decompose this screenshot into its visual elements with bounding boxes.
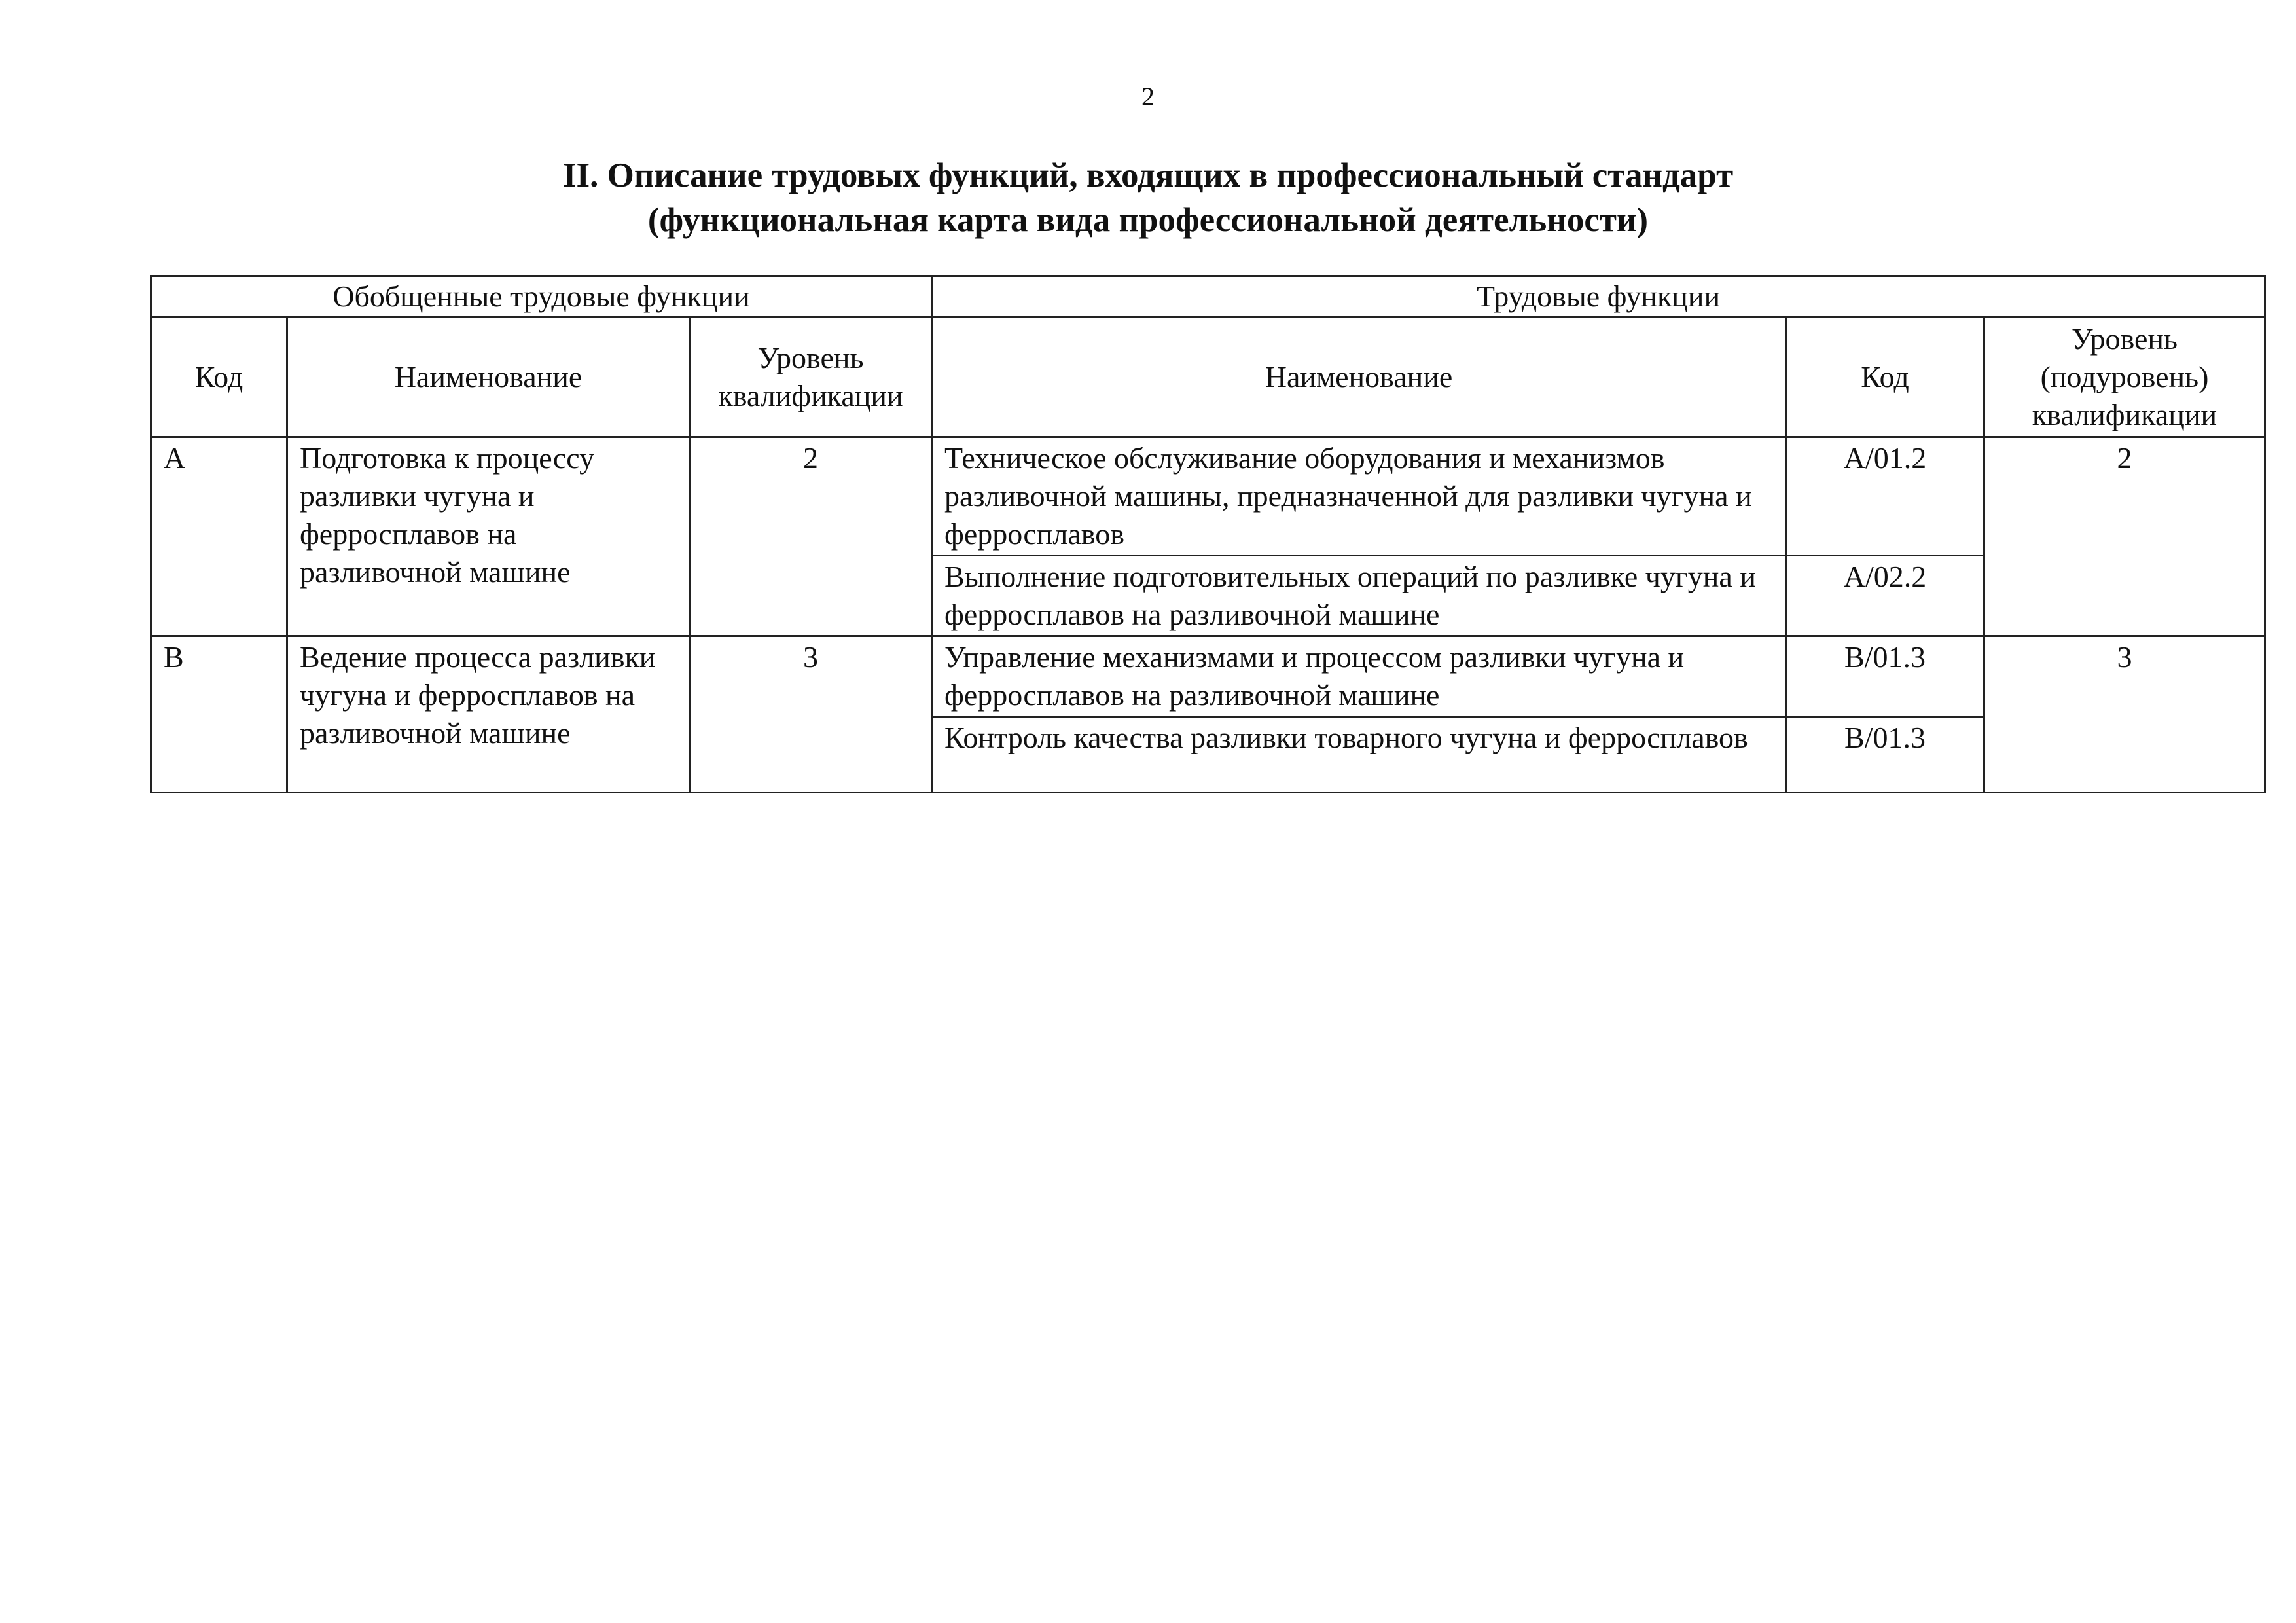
func-level-cell: 2 <box>1984 437 2265 636</box>
column-header-row <box>151 318 2265 437</box>
gen-level-cell: 3 <box>690 636 932 793</box>
header-gen-name: Наименование <box>287 318 690 437</box>
header-func-name: Наименование <box>932 318 1786 437</box>
header-gen-code: Код <box>151 318 287 437</box>
func-name-cell: Техническое обслуживание оборудования и механизмов разливочной машины, предназначенной для разливки чугуна и ферросплавов <box>932 437 1786 556</box>
func-name-cell: Управление механизмами и процессом разливки чугуна и ферросплавов на разливочной машине <box>932 636 1786 717</box>
title-line-2: (функциональная карта вида профессиональной деятельности) <box>647 201 1649 239</box>
header-func-level: Уровень (подуровень) квалификации <box>1984 318 2265 437</box>
header-gen-level: Уровень квалификации <box>690 318 932 437</box>
func-code-cell: А/01.2 <box>1786 437 1984 556</box>
header-generalized-functions: Обобщенные трудовые функции <box>151 276 932 318</box>
header-func-code: Код <box>1786 318 1984 437</box>
gen-code-cell: В <box>151 636 287 793</box>
functional-map-table <box>150 275 2266 793</box>
gen-code-cell: А <box>151 437 287 636</box>
func-level-cell: 3 <box>1984 636 2265 793</box>
page-title <box>0 153 2296 242</box>
title-line-1: II. Описание трудовых функций, входящих в профессиональный стандарт <box>562 156 1734 194</box>
table-row <box>151 636 2265 717</box>
gen-name-cell: Подготовка к процессу разливки чугуна и ферросплавов на разливочной машине <box>287 437 690 636</box>
page-number: 2 <box>1141 82 1155 111</box>
func-code-cell: В/01.3 <box>1786 636 1984 717</box>
func-name-cell: Контроль качества разливки товарного чугуна и ферросплавов <box>932 717 1786 793</box>
header-labor-functions: Трудовые функции <box>932 276 2265 318</box>
gen-level-cell: 2 <box>690 437 932 636</box>
func-code-cell: А/02.2 <box>1786 556 1984 636</box>
table-row <box>151 437 2265 556</box>
group-header-row <box>151 276 2265 318</box>
func-name-cell: Выполнение подготовительных операций по разливке чугуна и ферросплавов на разливочной машине <box>932 556 1786 636</box>
func-code-cell: В/01.3 <box>1786 717 1984 793</box>
gen-name-cell: Ведение процесса разливки чугуна и ферросплавов на разливочной машине <box>287 636 690 793</box>
